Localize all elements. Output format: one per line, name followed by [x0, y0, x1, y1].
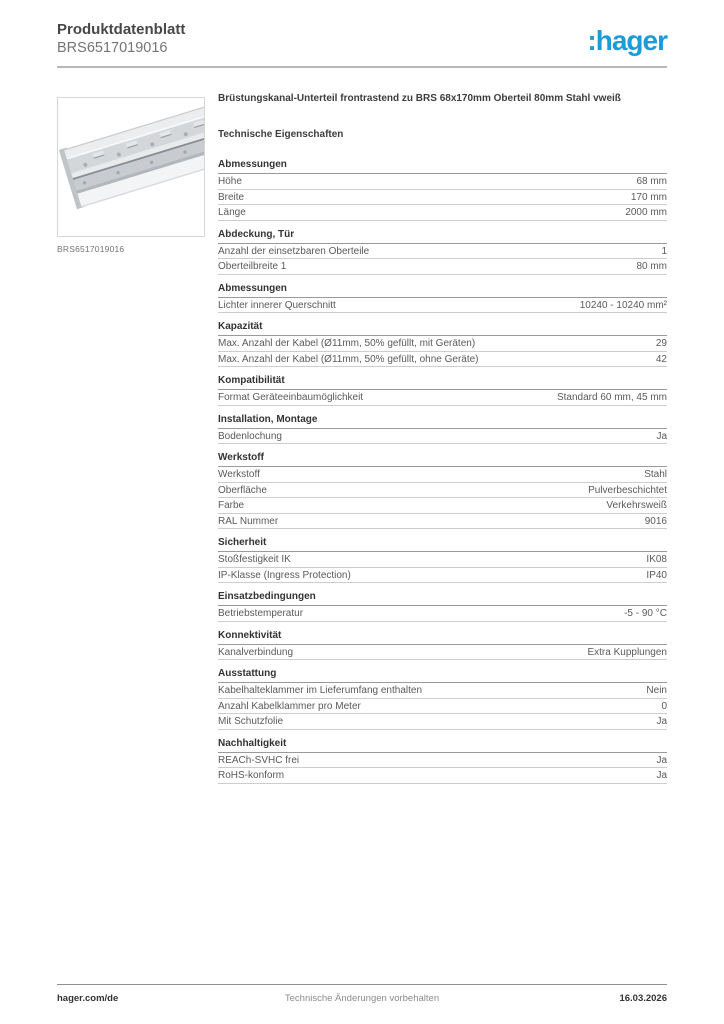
spec-row [218, 606, 667, 622]
spec-section-title: Ausstattung [218, 668, 667, 683]
spec-label: Farbe [218, 500, 245, 511]
spec-label: Kabelhalteklammer im Lieferumfang enthalten [218, 685, 422, 696]
product-id: BRS6517019016 [57, 40, 168, 56]
spec-section-title: Kapazität [218, 321, 667, 336]
spec-label: Max. Anzahl der Kabel (Ø11mm, 50% gefüllt, mit Geräten) [218, 338, 476, 349]
spec-section [218, 321, 667, 367]
spec-label: Lichter innerer Querschnitt [218, 299, 336, 311]
footer-disclaimer: Technische Änderungen vorbehalten [284, 993, 440, 1004]
spec-label: Betriebstemperatur [218, 608, 304, 619]
spec-section-title: Abdeckung, Tür [218, 229, 667, 244]
spec-label: Anzahl Kabelklammer pro Meter [218, 700, 361, 712]
spec-value: 42 [655, 353, 667, 365]
spec-section-title: Abmessungen [218, 283, 667, 298]
spec-value: 10240 - 10240 mm² [579, 299, 667, 311]
spec-section [218, 452, 667, 529]
spec-label: Oberteilbreite 1 [218, 261, 287, 272]
spec-value: Pulverbeschichtet [588, 484, 667, 496]
spec-row [218, 244, 667, 260]
spec-section [218, 537, 667, 583]
spec-section [218, 229, 667, 275]
spec-value: 9016 [644, 515, 667, 527]
spec-value: Ja [656, 754, 667, 766]
spec-label: Länge [218, 207, 246, 218]
spec-section-title: Einsatzbedingungen [218, 591, 667, 606]
spec-row [218, 429, 667, 445]
spec-section-title: Werkstoff [218, 452, 667, 467]
spec-section [218, 375, 667, 406]
spec-label: Format Geräteeinbaumöglichkeit [218, 392, 364, 403]
spec-section [218, 630, 667, 661]
header [57, 21, 667, 57]
spec-value: -5 - 90 °C [624, 608, 667, 619]
header-divider [57, 66, 667, 68]
spec-section-title: Abmessungen [218, 159, 667, 174]
spec-value: IP40 [646, 569, 667, 581]
footer-website-link[interactable]: hager.com/de [57, 993, 119, 1004]
spec-label: Kanalverbindung [218, 646, 294, 658]
product-image-caption: BRS6517019016 [57, 244, 125, 254]
product-image-column [57, 97, 205, 254]
spec-value: 29 [655, 338, 667, 349]
spec-sections [218, 159, 667, 784]
spec-value: 80 mm [636, 261, 667, 272]
spec-row [218, 483, 667, 499]
spec-label: RAL Nummer [218, 515, 279, 527]
spec-row [218, 336, 667, 352]
spec-row [218, 514, 667, 530]
spec-value: Nein [646, 685, 667, 696]
spec-label: IP-Klasse (Ingress Protection) [218, 569, 351, 581]
spec-label: Stoßfestigkeit IK [218, 554, 291, 565]
spec-value: 1 [661, 245, 667, 257]
spec-label: Höhe [218, 176, 242, 187]
spec-section [218, 591, 667, 622]
spec-value: Extra Kupplungen [587, 646, 667, 658]
page-title: Produktdatenblatt [57, 21, 186, 38]
footer-date: 16.03.2026 [619, 993, 667, 1004]
spec-label: Anzahl der einsetzbaren Oberteile [218, 245, 370, 257]
spec-row [218, 352, 667, 368]
spec-label: REACh-SVHC frei [218, 754, 300, 766]
product-image [58, 98, 204, 236]
spec-section [218, 668, 667, 730]
spec-value: 170 mm [630, 191, 667, 203]
spec-section-title: Sicherheit [218, 537, 667, 552]
spec-row [218, 205, 667, 221]
spec-value: IK08 [646, 554, 667, 565]
spec-row [218, 699, 667, 715]
spec-row [218, 498, 667, 514]
spec-row [218, 259, 667, 275]
spec-row [218, 390, 667, 406]
spec-label: Werkstoff [218, 469, 260, 480]
spec-row [218, 174, 667, 190]
footer [57, 993, 667, 1004]
spec-section [218, 283, 667, 314]
product-description: Brüstungskanal-Unterteil frontrastend zu BRS 68x170mm Oberteil 80mm Stahl vweiß [218, 93, 621, 104]
footer-divider [57, 984, 667, 985]
spec-label: Bodenlochung [218, 430, 282, 442]
spec-row [218, 768, 667, 784]
hager-logo: :hager [587, 25, 667, 56]
spec-value: Verkehrsweiß [606, 500, 667, 511]
spec-label: Mit Schutzfolie [218, 716, 284, 727]
spec-label: Oberfläche [218, 484, 267, 496]
spec-section-title: Nachhaltigkeit [218, 738, 667, 753]
product-image-frame [57, 97, 205, 237]
spec-section [218, 159, 667, 221]
spec-section-title: Installation, Montage [218, 414, 667, 429]
spec-value: Ja [656, 716, 667, 727]
tech-properties-heading: Technische Eigenschaften [218, 129, 344, 140]
spec-row [218, 552, 667, 568]
spec-label: RoHS-konform [218, 770, 285, 781]
spec-value: Ja [656, 770, 667, 781]
spec-value: 2000 mm [625, 207, 667, 218]
spec-value: Standard 60 mm, 45 mm [556, 392, 667, 403]
spec-row [218, 683, 667, 699]
spec-section-title: Kompatibilität [218, 375, 667, 390]
spec-value: Stahl [644, 469, 667, 480]
spec-label: Max. Anzahl der Kabel (Ø11mm, 50% gefüllt, ohne Geräte) [218, 353, 479, 365]
spec-row [218, 568, 667, 584]
spec-row [218, 753, 667, 769]
spec-value: 68 mm [636, 176, 667, 187]
spec-row [218, 298, 667, 314]
spec-row [218, 467, 667, 483]
spec-row [218, 714, 667, 730]
spec-value: 0 [661, 700, 667, 712]
spec-section [218, 738, 667, 784]
spec-column [218, 92, 667, 784]
spec-value: Ja [656, 430, 667, 442]
spec-section-title: Konnektivität [218, 630, 667, 645]
spec-row [218, 645, 667, 661]
spec-row [218, 190, 667, 206]
spec-label: Breite [218, 191, 245, 203]
spec-section [218, 414, 667, 445]
